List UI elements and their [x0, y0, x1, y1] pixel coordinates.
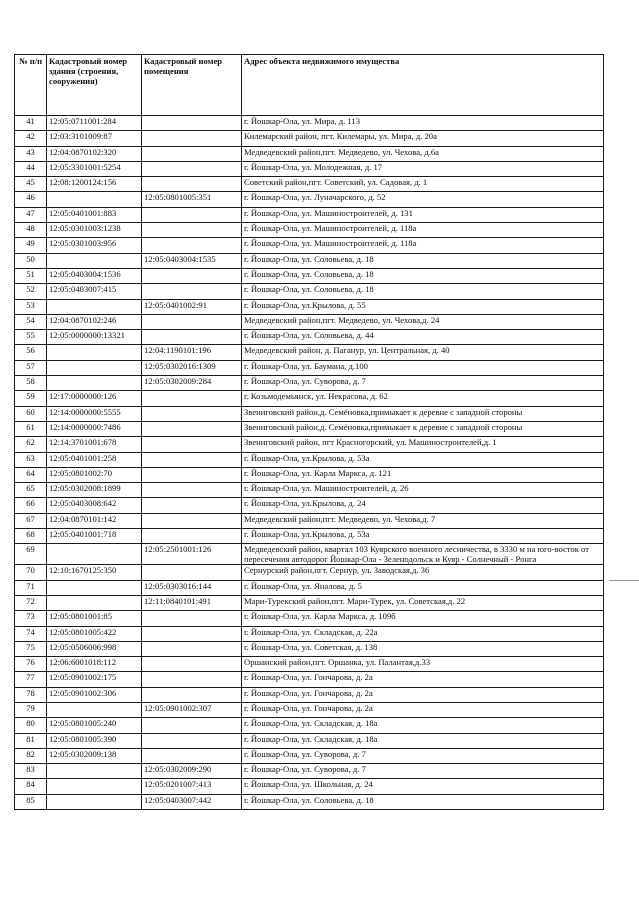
property-address: г. Йошкар-Ола, ул. Гончарова, д. 2а [242, 672, 604, 687]
room-cadastral-number: 12:05:0303016:144 [142, 580, 242, 595]
table-row [15, 223, 604, 238]
building-cadastral-number: 12:05:0401001:718 [47, 529, 142, 544]
property-address: Звениговский район, пгт Красногорский, ул. Машиностроителей,д. 1 [242, 437, 604, 452]
property-address: г. Йошкар-Ола, ул. Складская, д. 18а [242, 718, 604, 733]
table-row [15, 794, 604, 809]
row-number: 77 [15, 672, 47, 687]
room-cadastral-number: 12:05:0901002:307 [142, 702, 242, 717]
building-cadastral-number [47, 702, 142, 717]
building-cadastral-number [47, 299, 142, 314]
property-address: г. Йошкар-Ола, ул. Суворова, д. 7 [242, 376, 604, 391]
building-cadastral-number: 12:05:0711001:284 [47, 116, 142, 131]
building-cadastral-number: 12:05:0801005:390 [47, 733, 142, 748]
table-row [15, 702, 604, 717]
row-number: 66 [15, 498, 47, 513]
property-address: Медведевский район,пгт. Медведево, ул. Чехова,д. 7 [242, 513, 604, 528]
table-row [15, 580, 604, 595]
building-cadastral-number: 12:05:0801002:70 [47, 467, 142, 482]
table-row [15, 146, 604, 161]
row-number: 65 [15, 483, 47, 498]
room-cadastral-number [142, 483, 242, 498]
room-cadastral-number [142, 268, 242, 283]
property-address: г. Йошкар-Ола, ул. Соловьева, д. 18 [242, 284, 604, 299]
building-cadastral-number: 12:14:0000000:5555 [47, 406, 142, 421]
row-number: 80 [15, 718, 47, 733]
row-number: 57 [15, 360, 47, 375]
building-cadastral-number: 12:05:0801005:240 [47, 718, 142, 733]
property-address: г. Йошкар-Ола, ул. Машиностроителей, д. 26 [242, 483, 604, 498]
property-address: г. Йошкар-Ола, ул. Суворова, д. 7 [242, 764, 604, 779]
building-cadastral-number: 12:05:0403007:415 [47, 284, 142, 299]
property-address: г. Йошкар-Ола, ул. Карла Маркса, д. 109б [242, 611, 604, 626]
row-number: 59 [15, 391, 47, 406]
row-number: 45 [15, 177, 47, 192]
property-address: г. Йошкар-Ола, ул. Соловьева, д. 18 [242, 253, 604, 268]
row-number: 51 [15, 268, 47, 283]
building-cadastral-number: 12:05:0801001:85 [47, 611, 142, 626]
property-address: г. Йошкар-Ола, ул. Соловьева, д. 18 [242, 794, 604, 809]
room-cadastral-number [142, 116, 242, 131]
row-number: 53 [15, 299, 47, 314]
building-cadastral-number [47, 544, 142, 565]
room-cadastral-number [142, 421, 242, 436]
property-address: г. Йошкар-Ола, ул. Машиностроителей, д. 118а [242, 223, 604, 238]
header-row [15, 55, 604, 116]
table-row [15, 498, 604, 513]
row-number: 58 [15, 376, 47, 391]
table-row [15, 779, 604, 794]
table-body [15, 116, 604, 810]
row-number: 75 [15, 641, 47, 656]
property-address: г. Йошкар-Ола, ул. Мира, д. 113 [242, 116, 604, 131]
property-address: Килемарский район, пгт. Килемары, ул. Мира, д. 20а [242, 131, 604, 146]
room-cadastral-number [142, 406, 242, 421]
row-number: 64 [15, 467, 47, 482]
room-cadastral-number [142, 687, 242, 702]
table-row [15, 641, 604, 656]
table-row [15, 161, 604, 176]
row-number: 82 [15, 748, 47, 763]
building-cadastral-number: 12:05:0506006:998 [47, 641, 142, 656]
property-address: Медведевский район,пгт. Медведево, ул. Чехова,д. 24 [242, 314, 604, 329]
row-number: 79 [15, 702, 47, 717]
property-address: г. Йошкар-Ола, ул. Складская, д. 22а [242, 626, 604, 641]
room-cadastral-number [142, 641, 242, 656]
building-cadastral-number: 12:17:0000000:126 [47, 391, 142, 406]
row-number: 54 [15, 314, 47, 329]
table-row [15, 733, 604, 748]
row-number: 52 [15, 284, 47, 299]
room-cadastral-number: 12:05:0401002:91 [142, 299, 242, 314]
room-cadastral-number [142, 452, 242, 467]
building-cadastral-number [47, 192, 142, 207]
building-cadastral-number: 12:05:0401001:258 [47, 452, 142, 467]
building-cadastral-number: 12:04:0870102:320 [47, 146, 142, 161]
table-row [15, 611, 604, 626]
table-row [15, 748, 604, 763]
room-cadastral-number: 12:05:0302009:290 [142, 764, 242, 779]
room-cadastral-number [142, 238, 242, 253]
property-address: г. Йошкар-Ола, ул. Яналова, д. 5 [242, 580, 604, 595]
row-number: 73 [15, 611, 47, 626]
table-row [15, 376, 604, 391]
room-cadastral-number [142, 611, 242, 626]
building-cadastral-number [47, 580, 142, 595]
row-number: 72 [15, 595, 47, 610]
property-address: г. Йошкар-Ола, ул. Карла Маркса, д. 121 [242, 467, 604, 482]
building-cadastral-number: 12:08:1200124:156 [47, 177, 142, 192]
table-row [15, 513, 604, 528]
building-cadastral-number: 12:05:0901002:306 [47, 687, 142, 702]
table-row [15, 452, 604, 467]
property-address: г. Йошкар-Ола, ул. Машиностроителей, д. 131 [242, 207, 604, 222]
table-row [15, 177, 604, 192]
building-cadastral-number: 12:05:0000000:13321 [47, 330, 142, 345]
room-cadastral-number: 12:04:1190101:196 [142, 345, 242, 360]
building-cadastral-number: 12:05:0301003:956 [47, 238, 142, 253]
header-room-cadastral: Кадастровый номер помещения [142, 55, 242, 116]
room-cadastral-number [142, 748, 242, 763]
property-address: г. Йошкар-Ола, ул. Машиностроителей, д. 118а [242, 238, 604, 253]
building-cadastral-number [47, 764, 142, 779]
building-cadastral-number: 12:05:0401001:883 [47, 207, 142, 222]
building-cadastral-number [47, 253, 142, 268]
property-address: Звениговский район,д. Семёновка,примыкает к деревне с западной стороны [242, 406, 604, 421]
row-number: 55 [15, 330, 47, 345]
building-cadastral-number: 12:04:0870101:142 [47, 513, 142, 528]
row-number: 76 [15, 657, 47, 672]
room-cadastral-number: 12:11:0840101:491 [142, 595, 242, 610]
property-registry-table [14, 54, 604, 810]
row-number: 61 [15, 421, 47, 436]
building-cadastral-number: 12:14:3701001:678 [47, 437, 142, 452]
room-cadastral-number [142, 657, 242, 672]
table-row [15, 299, 604, 314]
table-row [15, 207, 604, 222]
property-address: Сернурский район,пгт. Сернур, ул. Заводская,д. 36 [242, 565, 604, 580]
table-row [15, 595, 604, 610]
table-row [15, 360, 604, 375]
room-cadastral-number [142, 529, 242, 544]
building-cadastral-number: 12:05:0801005:422 [47, 626, 142, 641]
property-address: г. Йошкар-Ола, ул.Крылова, д. 24 [242, 498, 604, 513]
room-cadastral-number [142, 626, 242, 641]
room-cadastral-number: 12:05:0403007:442 [142, 794, 242, 809]
row-number: 47 [15, 207, 47, 222]
property-address: г. Йошкар-Ола, ул. Молодежная, д. 17 [242, 161, 604, 176]
room-cadastral-number [142, 391, 242, 406]
building-cadastral-number: 12:05:0403004:1536 [47, 268, 142, 283]
room-cadastral-number [142, 330, 242, 345]
building-cadastral-number [47, 595, 142, 610]
building-cadastral-number [47, 376, 142, 391]
room-cadastral-number [142, 565, 242, 580]
table-row [15, 626, 604, 641]
table-row [15, 406, 604, 421]
row-number: 81 [15, 733, 47, 748]
property-address: Мари-Турекский район,пгт. Мари-Турек, ул. Советская,д. 22 [242, 595, 604, 610]
room-cadastral-number [142, 467, 242, 482]
room-cadastral-number [142, 223, 242, 238]
property-address: г. Йошкар-Ола, ул. Луначарского, д. 52 [242, 192, 604, 207]
room-cadastral-number [142, 513, 242, 528]
property-address: г. Йошкар-Ола, ул. Баумана, д.100 [242, 360, 604, 375]
table-row [15, 391, 604, 406]
building-cadastral-number: 12:10:1670125:350 [47, 565, 142, 580]
building-cadastral-number: 12:05:3301001:5254 [47, 161, 142, 176]
table-header [15, 55, 604, 116]
building-cadastral-number: 12:05:0901002:175 [47, 672, 142, 687]
table-row [15, 764, 604, 779]
room-cadastral-number [142, 437, 242, 452]
scan-edge-mark [609, 580, 639, 581]
header-building-cadastral: Кадастровый номер здания (строения, сооружения) [47, 55, 142, 116]
property-address: г. Йошкар-Ола, ул. Гончарова, д. 2а [242, 687, 604, 702]
row-number: 63 [15, 452, 47, 467]
table-row [15, 657, 604, 672]
room-cadastral-number [142, 146, 242, 161]
row-number: 46 [15, 192, 47, 207]
table-row [15, 687, 604, 702]
table-row [15, 483, 604, 498]
building-cadastral-number: 12:05:0302008:1899 [47, 483, 142, 498]
property-address: Оршанский район,пгт. Оршанка, ул. Палантая,д.33 [242, 657, 604, 672]
table-row [15, 314, 604, 329]
row-number: 56 [15, 345, 47, 360]
room-cadastral-number: 12:05:0201007:413 [142, 779, 242, 794]
room-cadastral-number [142, 284, 242, 299]
table-row [15, 284, 604, 299]
building-cadastral-number [47, 360, 142, 375]
table-row [15, 116, 604, 131]
room-cadastral-number [142, 672, 242, 687]
table-row [15, 131, 604, 146]
room-cadastral-number [142, 314, 242, 329]
property-address: Звениговский район,д. Семёновка,примыкает к деревне с западной стороны [242, 421, 604, 436]
building-cadastral-number: 12:05:0301003:1238 [47, 223, 142, 238]
building-cadastral-number: 12:05:0302009:138 [47, 748, 142, 763]
table-row [15, 718, 604, 733]
table-row [15, 565, 604, 580]
row-number: 85 [15, 794, 47, 809]
property-address: г. Йошкар-Ола, ул. Школьная, д. 24 [242, 779, 604, 794]
property-address: Медведевский район,пгт. Медведево, ул. Чехова, д.6а [242, 146, 604, 161]
row-number: 84 [15, 779, 47, 794]
row-number: 67 [15, 513, 47, 528]
property-address: г. Йошкар-Ола, ул. Соловьева, д. 44 [242, 330, 604, 345]
row-number: 69 [15, 544, 47, 565]
building-cadastral-number: 12:05:0403008:642 [47, 498, 142, 513]
row-number: 41 [15, 116, 47, 131]
building-cadastral-number: 12:06:6001018:112 [47, 657, 142, 672]
table-row [15, 268, 604, 283]
row-number: 74 [15, 626, 47, 641]
property-address: г. Козьмодемьянск, ул. Некрасова, д. 62 [242, 391, 604, 406]
row-number: 60 [15, 406, 47, 421]
row-number: 78 [15, 687, 47, 702]
table-row [15, 467, 604, 482]
row-number: 48 [15, 223, 47, 238]
property-address: г. Йошкар-Ола, ул. Суворова, д. 7 [242, 748, 604, 763]
room-cadastral-number: 12:05:0302009:284 [142, 376, 242, 391]
room-cadastral-number [142, 498, 242, 513]
room-cadastral-number: 12:05:0302016:1309 [142, 360, 242, 375]
room-cadastral-number [142, 718, 242, 733]
row-number: 43 [15, 146, 47, 161]
header-address: Адрес объекта недвижимого имущества [242, 55, 604, 116]
table-row [15, 529, 604, 544]
room-cadastral-number [142, 177, 242, 192]
building-cadastral-number: 12:03:3101009:87 [47, 131, 142, 146]
building-cadastral-number [47, 345, 142, 360]
table-row [15, 253, 604, 268]
row-number: 83 [15, 764, 47, 779]
table-row [15, 345, 604, 360]
property-address: Медведевский район, д. Паганур, ул. Центральная, д. 40 [242, 345, 604, 360]
property-address: г. Йошкар-Ола, ул. Советская, д. 138 [242, 641, 604, 656]
room-cadastral-number [142, 207, 242, 222]
table-row [15, 544, 604, 565]
property-address: г. Йошкар-Ола, ул.Крылова, д. 53а [242, 452, 604, 467]
header-number: № п/п [15, 55, 47, 116]
property-address: г. Йошкар-Ола, ул.Крылова, д. 53а [242, 529, 604, 544]
property-address: г. Йошкар-Ола, ул.Крылова, д. 55 [242, 299, 604, 314]
property-address: г. Йошкар-Ола, ул. Складская, д. 18а [242, 733, 604, 748]
building-cadastral-number: 12:14:0000000:7486 [47, 421, 142, 436]
row-number: 62 [15, 437, 47, 452]
room-cadastral-number: 12:05:2501001:126 [142, 544, 242, 565]
row-number: 44 [15, 161, 47, 176]
row-number: 42 [15, 131, 47, 146]
building-cadastral-number [47, 779, 142, 794]
row-number: 70 [15, 565, 47, 580]
property-address: г. Йошкар-Ола, ул. Соловьева, д. 18 [242, 268, 604, 283]
room-cadastral-number [142, 131, 242, 146]
table-row [15, 238, 604, 253]
property-address: Советский район,пгт. Советский, ул. Садовая, д. 1 [242, 177, 604, 192]
building-cadastral-number: 12:04:0870102:246 [47, 314, 142, 329]
room-cadastral-number [142, 161, 242, 176]
room-cadastral-number: 12:05:0403004:1535 [142, 253, 242, 268]
table-row [15, 192, 604, 207]
room-cadastral-number: 12:05:0801005:351 [142, 192, 242, 207]
property-address: Медведевский район, квартал 103 Куярского военного лесничества, в 3330 м на юго-восток от пересечения автодорог Йошкар-Ола - Зеленодольск и Куяр - Солнечный - Ронга [242, 544, 604, 565]
row-number: 71 [15, 580, 47, 595]
row-number: 49 [15, 238, 47, 253]
table-row [15, 330, 604, 345]
building-cadastral-number [47, 794, 142, 809]
table-row [15, 672, 604, 687]
property-address: г. Йошкар-Ола, ул. Гончарова, д. 2а [242, 702, 604, 717]
table-row [15, 437, 604, 452]
row-number: 68 [15, 529, 47, 544]
row-number: 50 [15, 253, 47, 268]
room-cadastral-number [142, 733, 242, 748]
table-row [15, 421, 604, 436]
